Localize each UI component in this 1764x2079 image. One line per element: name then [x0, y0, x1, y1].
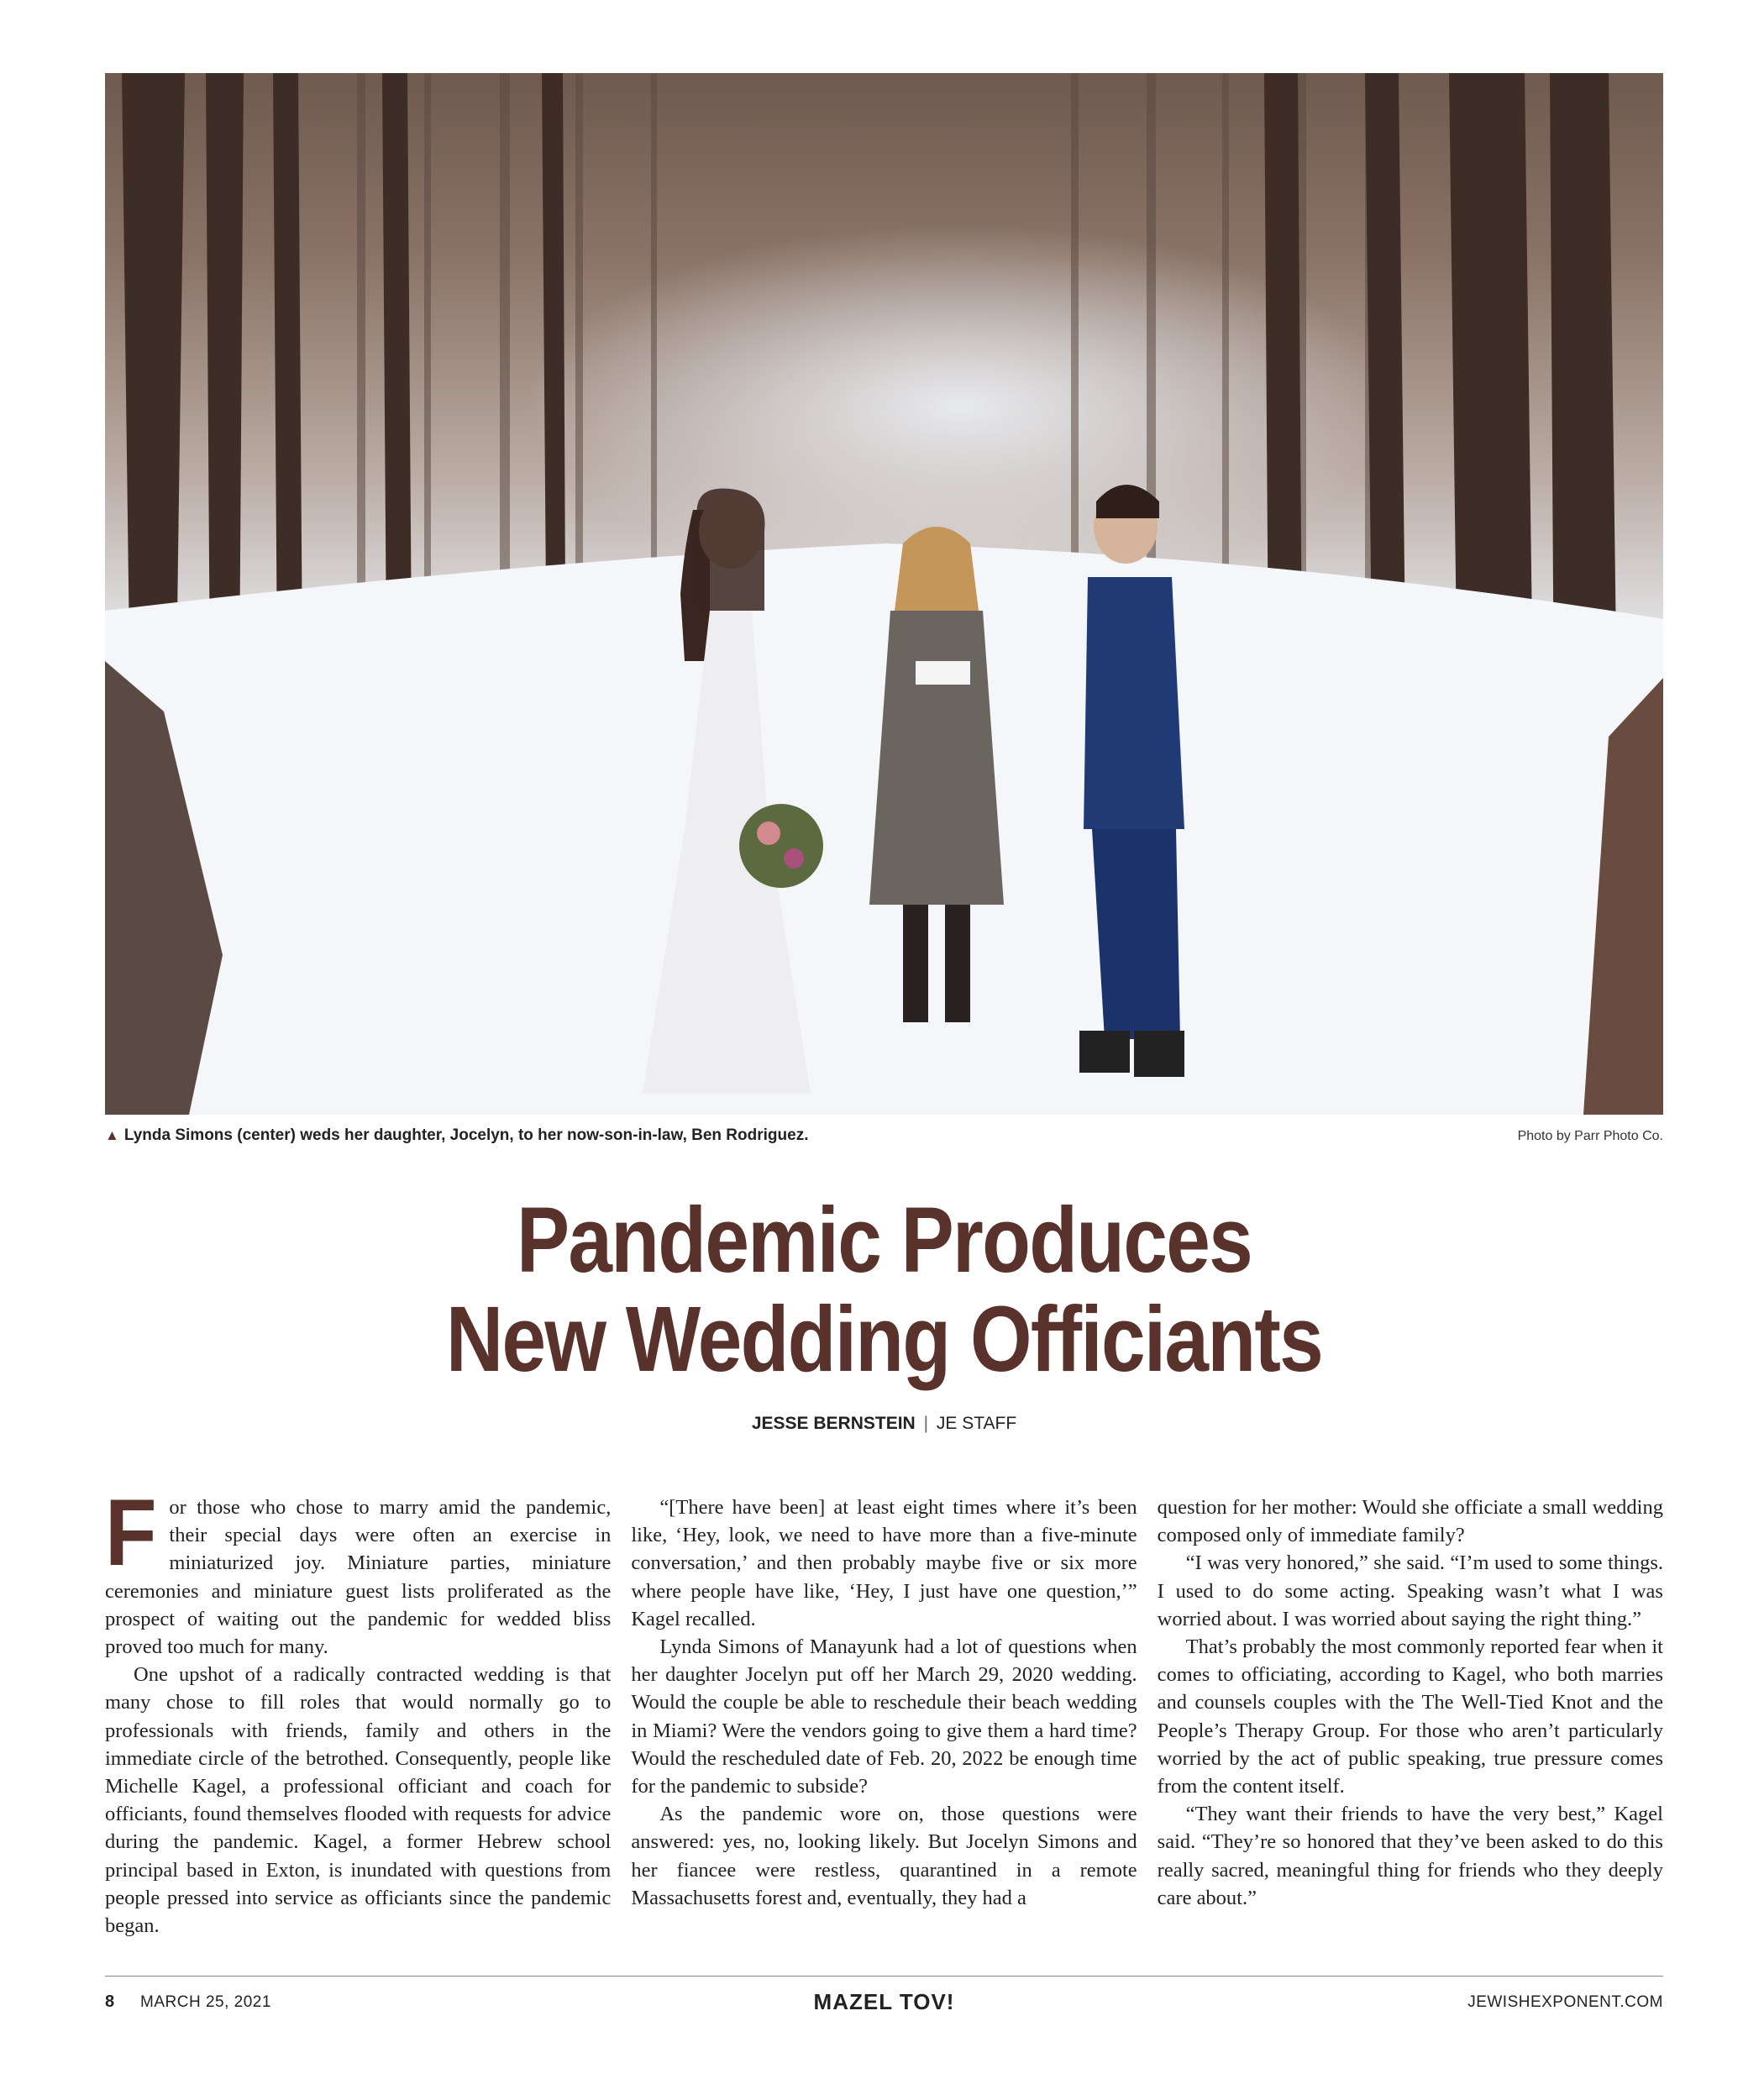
headline-line-2: New Wedding Officiants: [445, 1288, 1323, 1391]
byline: [105, 1414, 1663, 1434]
photo-caption-text: Lynda Simons (center) weds her daughter, Jocelyn, to her now-son-in-law, Ben Rodriguez.: [123, 1126, 809, 1144]
article-paragraph: That’s probably the most commonly reported fear when it comes to officiating, according to Kagel, who both marries and counsels couples with the The Well-Tied Knot and the People’s Therapy Group. For those who aren’t particularly worried by the act of public speaking, true pressure comes from the content itself.: [1157, 1635, 1663, 1798]
article-column-2: [631, 1494, 1137, 1947]
article-paragraph: “[There have been] at least eight times where it’s been like, ‘Hey, look, we need to have more than a five-minute conversation,’ and then probably maybe five or six more where people have like, ‘Hey, I just have one question,’” Kagel recalled.: [631, 1496, 1137, 1630]
article-paragraph: “I was very honored,” she said. “I’m used to some things. I used to do some acting. Speaking wasn’t what I was worried about. I was worried about saying the right thing.”: [1157, 1551, 1663, 1630]
drop-cap: F: [105, 1480, 157, 1585]
byline-separator: |: [923, 1414, 929, 1433]
wedding-photo-illustration: [105, 73, 1663, 1115]
headline: [105, 1191, 1663, 1389]
article-column-3: [1158, 1494, 1663, 1947]
footer-divider: [105, 1976, 1663, 1977]
issue-date: MARCH 25, 2021: [140, 1993, 271, 2011]
article-body: [105, 1480, 1663, 1947]
photo-caption-row: [105, 1126, 1663, 1152]
article-paragraph: As the pandemic wore on, those questions were answered: yes, no, looking likely. But Jocelyn Simons and her fiancee were restless, quarantined in a remote Massachusetts forest and, eventually, they had a: [631, 1803, 1137, 1909]
article-column-1: [105, 1480, 612, 1947]
article-paragraph: question for her mother: Would she officiate a small wedding composed only of immediate family?: [1157, 1496, 1663, 1547]
author-name: JESSE BERNSTEIN: [751, 1414, 916, 1433]
triangle-up-icon: ▲: [105, 1127, 119, 1143]
article-paragraph: One upshot of a radically contracted wedding is that many chose to fill roles that would normally go to professionals with friends, family and others in the immediate circle of the betrothed. Consequently, people like Michelle Kagel, a professional officiant and coach for officiants, found themselves flooded with requests for advice during the pandemic. Kagel, a former Hebrew school principal based in Exton, is inundated with questions from people pressed into service as officiants since the pandemic began.: [105, 1663, 612, 1938]
article-paragraph: [105, 1480, 612, 1661]
headline-line-1: Pandemic Produces: [516, 1189, 1252, 1292]
author-affiliation: JE STAFF: [936, 1414, 1017, 1433]
article-paragraph: “They want their friends to have the very best,” Kagel said. “They’re so honored that they’ve been asked to do this really sacred, meaningful thing for friends who they deeply care about.”: [1157, 1803, 1663, 1909]
page-footer: [105, 1989, 1663, 2019]
photo-caption: [105, 1126, 808, 1145]
section-name: MAZEL TOV!: [813, 1989, 955, 2014]
photo-credit: Photo by Parr Photo Co.: [1517, 1129, 1663, 1143]
article-paragraph: Lynda Simons of Manayunk had a lot of questions when her daughter Jocelyn put off her March 29, 2020 wedding. Would the couple be able to reschedule their beach wedding in Miami? Were the vendors going to give them a hard time? Would the rescheduled date of Feb. 20, 2022 be enough time for the pandemic to subside?: [631, 1635, 1137, 1798]
paragraph-text: or those who chose to marry amid the pandemic, their special days were often an exercise in miniaturized joy. Miniature parties, miniature ceremonies and miniature guest lists proliferated as the prospect of waiting out the pandemic for wedded bliss proved too much for many.: [105, 1496, 612, 1659]
website-url: JEWISHEXPONENT.COM: [1467, 1993, 1663, 2011]
wedding-photo: [105, 73, 1663, 1115]
page-number: 8: [105, 1992, 115, 2011]
